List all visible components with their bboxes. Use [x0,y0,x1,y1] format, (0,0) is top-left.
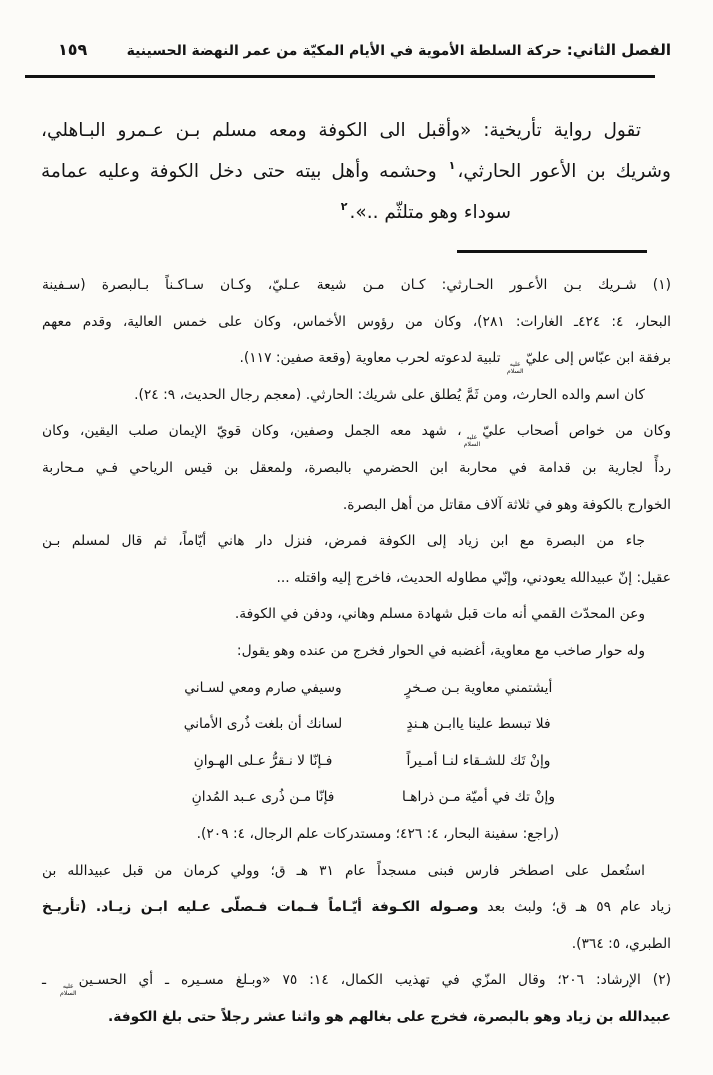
verse-first-hemistich: وإنْ تك في أميّة مـن ذراهـا [402,789,555,806]
chapter-title-text: حركة السلطة الأموية في الأيام المكيّة من عمر النهضة الحسينية [126,43,567,59]
footnote-text: وصـوله الكـوفة أيّـاماً فـمات فـصلّى عـليه ابـن زيـاد. (تأريـخ [42,899,479,916]
footnote-ref-1: ١ [448,159,456,172]
footnote-line [42,889,671,926]
footnote-line: الخوارج بالكوفة وهو في ثلاثة آلاف مقاتل من أهل البصرة. [342,496,671,513]
page-number: ١٥٩ [58,40,88,59]
footnote-line: (راجع: سفينة البحار، ٤: ٤٢٦؛ ومستدركات علم الرجال، ٤: ٢٠٩). [196,825,559,842]
paragraph-text: وحشمه وأهل بيته حتى دخل الكوفة وعليه عمامة [41,161,447,182]
footnote-text: ، شهد معه الجمل وصفين، وكان قويّ الإيمان صلب اليقين، وكان [42,423,462,440]
verse-row [42,706,671,743]
chapter-label: الفصل الثاني: [566,41,671,59]
footnote-text: زياد عام ٥٩ هـ ق؛ ولبث بعد [478,899,671,916]
footnotes-section [42,267,671,1035]
footnote-line [42,340,671,377]
footnote-2 [42,962,671,1035]
page-header [58,40,671,59]
footnote-line: عقيل: إنّ عبيدالله يعودني، وإنّي مطاوله الحديث، فاخرج إليه واقتله ... [276,569,671,586]
footnote-line: الطبري، ٥: ٣٦٤). [571,935,671,952]
alayhi-salam-icon: عليه السلام [506,361,524,375]
verse-first-hemistich: وإنْ تَك للشـقاء لنـا أمـيراً [406,752,551,769]
footnote-line: (١) شـريك بـن الأعـور الحـارثي: كـان مـن شيعة عـليّ، وكـان سـاكـناً بـالبصرة (سـفينة [42,277,671,293]
verse-row [42,779,671,816]
footnote-text: (٢) الإرشاد: ٢٠٦؛ وقال المزّي في تهذيب الكمال، ١٤: ٧٥ «وبـلغ مسـيره ـ أي الحسـين [78,972,671,989]
header-rule [25,75,655,78]
alayhi-salam-icon: عليه السلام [59,983,77,997]
verse-second-hemistich: فـإنّا لا نـقرُّ عـلى الهـوانِ [193,752,333,769]
paragraph-line [41,192,671,233]
paragraph-line: تقول رواية تأريخية: «وأقبل الى الكوفة ومعه مسلم بـن عـمرو البـاهلي، [41,120,641,141]
verse-row [42,743,671,780]
footnote-line: كان اسم والده الحارث، ومن ثَمَّ يُطلق على شريك: الحارثي. (معجم رجال الحديث، ٩: ٢٤). [134,386,645,403]
footnote-line: عبيدالله بن زياد وهو بالبصرة، فخرج على بغالهم هو واثنا عشر رجلاً حتى بلغ الكوفة. [107,1008,671,1025]
paragraph-text: سوداء وهو متلثّم ..». [349,202,511,223]
verse-second-hemistich: وسيفي صارم ومعي لسـاني [184,679,342,696]
footnote-line: ردأً لجارية بن قدامة في محاربة ابن الحضرمي بالبصرة، ولمعقل بن قيس الرياحي فـي مـحاربة [42,459,671,476]
footnote-line: جاء من البصرة مع ابن زياد إلى الكوفة فمرض، فنزل دار هاني أيّاماً، ثم قال لمسلم بـن [42,533,645,550]
footnote-line: استُعمل على اصطخر فارس فبنى مسجداً عام ٣١ هـ ق؛ وولي كرمان من قبل عبيدالله بن [42,862,645,879]
verse-second-hemistich: فإنّا مـن ذُرى عـبد المُدانِ [191,789,335,806]
footnote-separator [457,250,647,253]
verse-first-hemistich: أيشتمني معاوية بـن صـخرٍ [404,679,553,696]
footnote-text: وكان من خواص أصحاب عليّ [482,423,671,440]
footnote-text: برفقة ابن عبّاس إلى عليّ [525,350,671,367]
footnote-line [42,962,671,999]
verse-second-hemistich: لسانك أن بلغت ذُرى الأماني [183,716,343,733]
footnote-line: وله حوار صاخب مع معاوية، أغضبه في الحوار فخرج من عنده وهو يقول: [236,642,645,659]
alayhi-salam-icon: عليه السلام [463,434,481,448]
footnote-line: وعن المحدّث القمي أنه مات قبل شهادة مسلم وهاني، ودفن في الكوفة. [234,606,645,623]
footnote-line: البحار، ٤: ٤٢٤ـ الغارات: ٢٨١)، وكان من رؤوس الأخماس، وكان على خمس العالية، وقدم معهم [42,313,671,330]
footnote-ref-2: ٢ [340,200,348,213]
paragraph-line [41,151,671,192]
body-paragraph [41,110,671,233]
chapter-title [127,41,671,59]
footnote-text: تلبية لدعوته لحرب معاوية (وقعة صفين: ١١٧). [239,350,505,367]
footnote-1 [42,267,671,962]
verse-row [42,670,671,707]
paragraph-text: وشريك بن الأعور الحارثي، [457,161,671,182]
footnote-line [42,413,671,450]
verse-first-hemistich: فلا تبسط علينا ياابـن هـندٍ [406,716,551,733]
footnote-text: ـ [42,972,58,989]
